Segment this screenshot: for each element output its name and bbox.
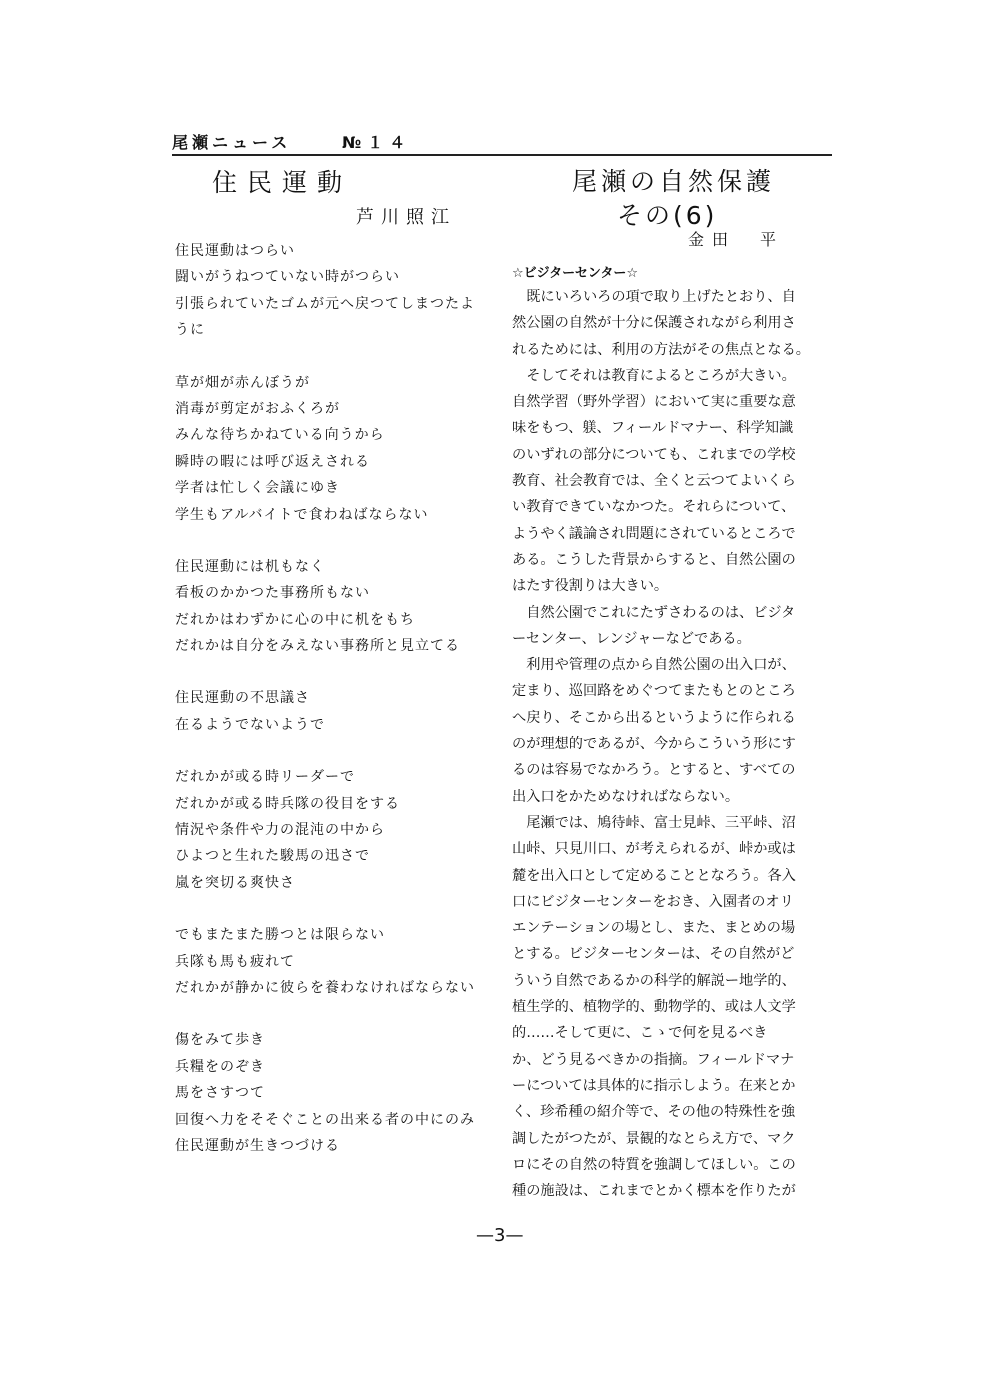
publication-name: 尾瀬ニュース (172, 133, 292, 152)
poem-stanza (175, 685, 490, 738)
article-line: 味をもつ、躾、フィールドマナー、科学知識 (512, 420, 794, 437)
poem-line: 闘いがうねつていない時がつらい (175, 269, 400, 286)
poem-stanza (175, 764, 490, 896)
article-line: のいずれの部分についても、これまでの学校 (512, 446, 796, 463)
poem-line: 在るようでないようで (175, 716, 325, 733)
poem-body (175, 238, 490, 1185)
right-article-subtitle: その(6) (617, 201, 718, 230)
page-header (172, 128, 832, 156)
poem-line: でもまたまた勝つとは限らない (175, 927, 385, 944)
poem-line: 消毒が剪定がおふくろが (175, 400, 340, 417)
poem-line: だれかが或る時リーダーで (175, 769, 355, 786)
poem-line: 馬をさすつて (175, 1085, 265, 1102)
article-line: ーについては具体的に指示しよう。在来とか (512, 1077, 796, 1094)
article-line: 口にビジターセンターをおき、入園者のオリ (512, 893, 794, 910)
poem-line: 住民運動はつらい (175, 243, 295, 259)
right-article-title: 尾瀬の自然保護 (572, 167, 776, 196)
article-line: ーセンター、レンジャーなどである。 (512, 630, 751, 647)
poem-line: だれかが静かに彼らを養わなければならない (175, 979, 475, 996)
article-line: 植生学的、植物学的、動物学的、或は人文学 (512, 999, 796, 1016)
poem-line: うに (175, 322, 205, 339)
right-article-author: 金田 平 (688, 230, 785, 249)
article-line: のが理想的であるが、今からこういう形にす (512, 736, 796, 753)
poem-line: 看板のかかつた事務所もない (175, 585, 370, 602)
article-line: はたす役割りは大きい。 (512, 578, 669, 595)
article-line: 出入口をかためなければならない。 (512, 788, 740, 805)
page-number: —3— (476, 1225, 524, 1246)
poem-line: 学者は忙しく会議にゆき (175, 480, 340, 497)
article-line: そしてそれは教育によるところが大きい。 (512, 367, 796, 384)
section-heading: ☆ビジターセンター☆ (512, 266, 639, 281)
poem-line: みんな待ちかねている向うから (175, 427, 385, 444)
article-line: へ戻り、そこから出るというように作られる (512, 709, 796, 726)
poem-stanza (175, 922, 490, 1001)
poem-line: だれかは自分をみえない事務所と見立てる (175, 638, 460, 655)
article-line: 自然公園でこれにたずさわるのは、ビジタ (512, 604, 796, 621)
article-line: 麓を出入口として定めることとなろう。各入 (512, 867, 796, 884)
left-article-title: 住民運動 (212, 168, 353, 197)
article-line: エンテーションの場とし、また、まとめの場 (512, 920, 796, 937)
article-line: 的……そして更に、こゝで何を見るべき (512, 1025, 768, 1042)
article-line: か、どう見るべきかの指摘。フィールドマナ (512, 1051, 795, 1068)
article-line: 尾瀬では、鳩待峠、富士見峠、三平峠、沼 (512, 814, 796, 831)
poem-line: 住民運動が生きつづける (175, 1137, 340, 1154)
poem-line: 学生もアルバイトで食わねばならない (175, 506, 429, 523)
poem-line: だれかはわずかに心の中に机をもち (175, 611, 415, 628)
poem-line: 住民運動の不思議さ (175, 690, 310, 707)
article-line: とする。ビジターセンターは、その自然がど (512, 946, 795, 963)
poem-stanza (175, 554, 490, 660)
article-line: 自然学習（野外学習）において実に重要な意 (512, 394, 796, 411)
article-line: れるためには、利用の方法がその焦点となる。 (512, 341, 810, 358)
article-line: 調したがつたが、景観的なとらえ方で、マク (512, 1130, 796, 1147)
poem-line: だれかが或る時兵隊の役目をする (175, 795, 400, 812)
poem-line: 情況や条件や力の混沌の中から (175, 822, 385, 839)
issue-number: №１４ (342, 133, 412, 152)
article-line: ようやく議論され問題にされているところで (512, 525, 796, 542)
article-line: 教育、社会教育では、全くと云つてよいくら (512, 473, 796, 490)
poem-line: 引張られていたゴムが元へ戻つてしまつたよ (175, 295, 475, 312)
article-line: ロにその自然の特質を強調してほしい。この (512, 1156, 796, 1173)
poem-stanza (175, 1027, 490, 1159)
article-body (512, 284, 827, 1204)
poem-line: 瞬時の暇には呼び返えされる (175, 453, 370, 470)
poem-stanza (175, 370, 490, 528)
poem-stanza (175, 238, 490, 344)
article-line: 利用や管理の点から自然公園の出入口が、 (512, 657, 796, 674)
article-line: るのは容易でなかろう。とすると、すべての (512, 762, 796, 779)
article-line: ある。こうした背景からすると、自然公園の (512, 551, 796, 568)
poem-line: 嵐を突切る爽快さ (175, 874, 295, 891)
article-line: ういう自然であるかの科学的解説ー地学的、 (512, 972, 796, 989)
poem-line: 兵糧をのぞき (175, 1058, 265, 1075)
poem-line: 住民運動には机もなく (175, 558, 325, 575)
article-line: 種の施設は、これまでとかく標本を作りたが (512, 1183, 796, 1200)
article-line: 既にいろいろの項で取り上げたとおり、自 (512, 289, 796, 305)
poem-line: 草が畑が赤んぼうが (175, 374, 310, 391)
article-line: く、珍希種の紹介等で、その他の特殊性を強 (512, 1104, 796, 1121)
left-article-author: 芦川照江 (356, 207, 456, 228)
article-line: 定まり、巡回路をめぐつてまたもとのところ (512, 683, 796, 700)
poem-line: 傷をみて歩き (175, 1032, 265, 1049)
poem-line: 回復へ力をそそぐことの出来る者の中にのみ (175, 1111, 475, 1128)
poem-line: 兵隊も馬も疲れて (175, 953, 295, 970)
poem-line: ひよつと生れた駿馬の迅さで (175, 848, 370, 865)
article-line: 然公園の自然が十分に保護されながら利用さ (512, 315, 796, 332)
article-line: 山峠、只見川口、が考えられるが、峠か或は (512, 841, 796, 858)
article-line: い教育できていなかつた。それらについて、 (512, 499, 796, 516)
